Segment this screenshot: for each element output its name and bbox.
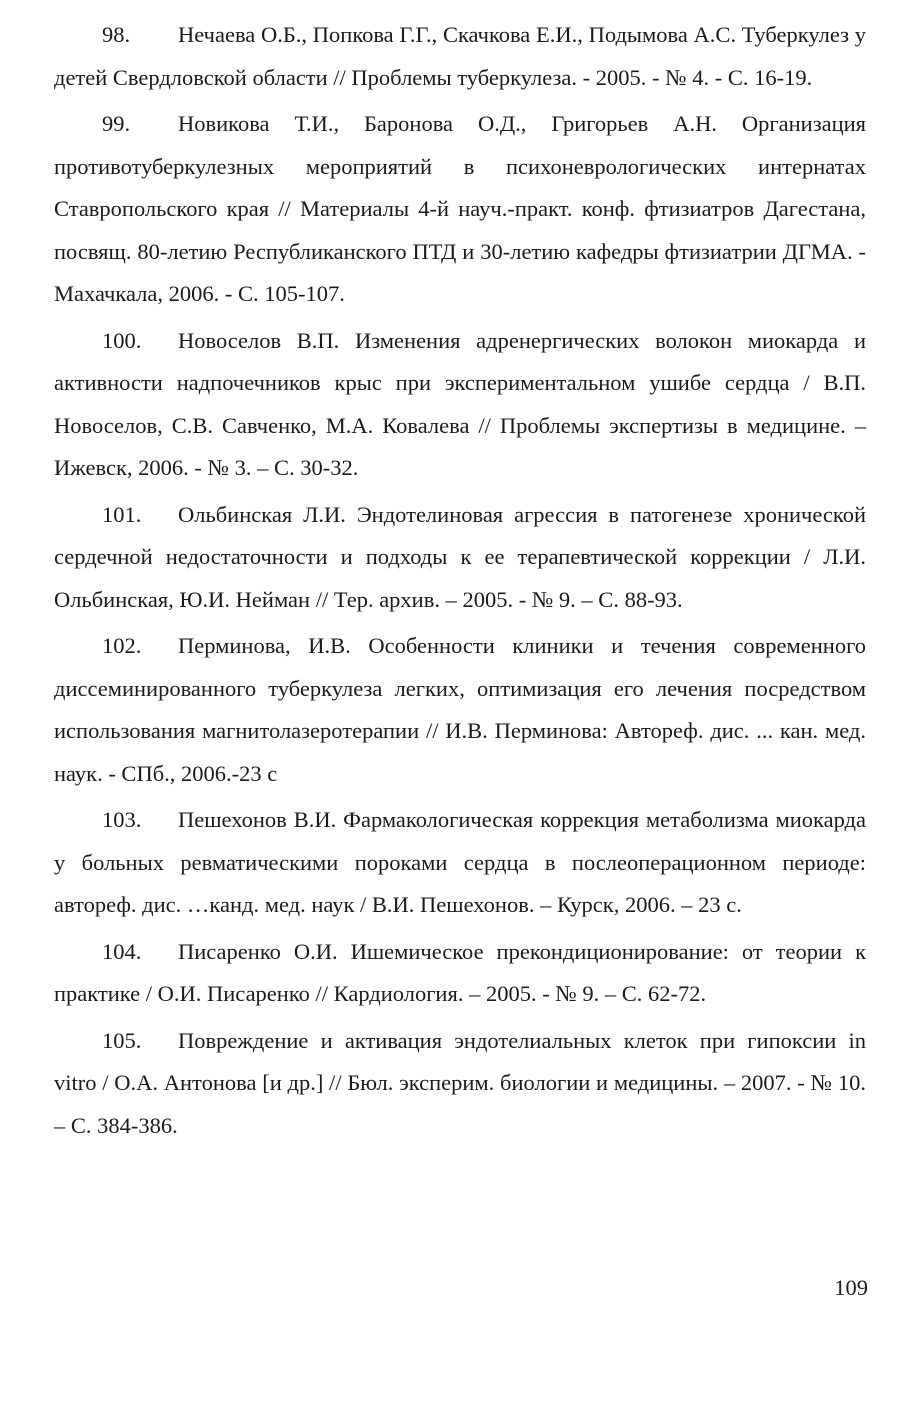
- reference-text: Ольбинская Л.И. Эндотелиновая агрессия в патогенезе хронической сердечной недостаточности и подходы к ее терапевтической коррекции / Л.И. Ольбинская, Ю.И. Нейман // Тер. архив. – 2005. - № 9. – С. 88-93.: [54, 501, 866, 612]
- reference-text: Перминова, И.В. Особенности клиники и течения современного диссеминированного туберкулеза легких, оптимизация его лечения посредством использования магнитолазеротерапии // И.В. Перминова: Автореф. дис. ... кан. мед. наук. - СПб., 2006.-23 с: [54, 633, 866, 786]
- reference-number: 100.: [102, 327, 142, 353]
- reference-text: Повреждение и активация эндотелиальных клеток при гипоксии in vitro / О.А. Антонова [и др.] // Бюл. эксперим. биологии и медицины. – 2007. - № 10. – С. 384-386.: [54, 1027, 866, 1138]
- reference-text: Писаренко О.И. Ишемическое прекондиционирование: от теории к практике / О.И. Писаренко // Кардиология. – 2005. - № 9. – С. 62-72.: [54, 938, 866, 1006]
- reference-number: 102.: [102, 633, 142, 658]
- reference-item: [54, 931, 866, 1016]
- reference-item: [54, 320, 866, 490]
- reference-text: Нечаева О.Б., Попкова Г.Г., Скачкова Е.И., Подымова А.С. Туберкулез у детей Свердловской области // Проблемы туберкулеза. - 2005. - № 4. - С. 16-19.: [54, 22, 866, 90]
- reference-list: [54, 14, 866, 1151]
- reference-number: 103.: [102, 807, 142, 832]
- reference-item: [54, 625, 866, 795]
- reference-item: [54, 14, 866, 99]
- reference-item: [54, 103, 866, 316]
- reference-item: [54, 799, 866, 927]
- reference-text: Пешехонов В.И. Фармакологическая коррекция метаболизма миокарда у больных ревматическими пороками сердца в послеоперационном периоде: автореф. дис. …канд. мед. наук / В.И. Пешехонов. – Курск, 2006. – 23 с.: [54, 807, 866, 917]
- reference-number: 98.: [102, 22, 131, 47]
- reference-text: Новоселов В.П. Изменения адренергических волокон миокарда и активности надпочечников крыс при экспериментальном ушибе сердца / В.П. Новоселов, С.В. Савченко, М.А. Ковалева // Проблемы экспертизы в медицине. – Ижевск, 2006. - № 3. – С. 30-32.: [54, 327, 866, 480]
- reference-text: Новикова Т.И., Баронова О.Д., Григорьев А.Н. Организация противотуберкулезных мероприятий в психоневрологических интернатах Ставропольского края // Материалы 4-й науч.-практ. конф. фтизиатров Дагестана, посвящ. 80-летию Республиканского ПТД и 30-летию кафедры фтизиатрии ДГМА. - Махачкала, 2006. - С. 105-107.: [54, 111, 866, 306]
- page-number: 109: [834, 1275, 868, 1300]
- reference-number: 101.: [102, 501, 142, 527]
- reference-number: 105.: [102, 1027, 142, 1053]
- reference-number: 104.: [102, 938, 142, 964]
- reference-item: [54, 494, 866, 622]
- reference-number: 99.: [102, 111, 131, 136]
- reference-item: [54, 1020, 866, 1148]
